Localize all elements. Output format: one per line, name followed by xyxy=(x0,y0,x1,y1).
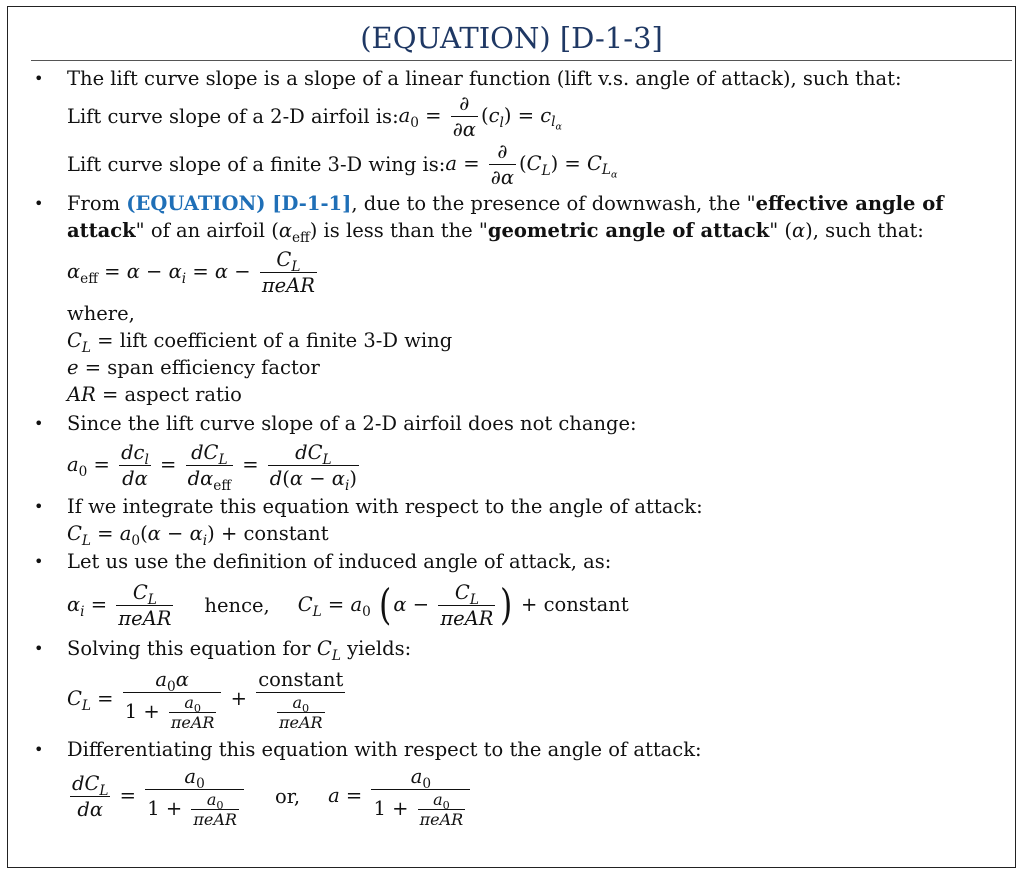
bullet-icon: • xyxy=(34,194,44,213)
effective-angle-equation: $\alpha_{eff} = \alpha - \alpha_i = \alpha$ − $\frac{C_L}{\text{πeAR}}$ xyxy=(67,247,315,297)
bullet-item-unchanged-slope xyxy=(34,410,994,493)
bullet-text: The lift curve slope is a slope of a linear function (lift v.s. angle of attack), such that: xyxy=(67,67,902,90)
wing-slope-label: Lift curve slope of a finite 3-D wing is: xyxy=(67,152,446,176)
bullet-text: If we integrate this equation with respect to the angle of attack: xyxy=(67,495,703,518)
or-label: or, xyxy=(274,784,301,808)
bullet-text: Differentiating this equation with respect to the angle of attack: xyxy=(67,738,702,761)
bullet-text: Solving this equation for $C_L$ yields: xyxy=(67,637,412,664)
effective-angle-text-line2: attack" of an airfoil $(\alpha_{eff})$ is less than the "geometric angle of attack" (α), such that: xyxy=(67,219,924,246)
bullet-item-effective-angle xyxy=(34,190,994,408)
equation-content xyxy=(34,65,994,829)
bullet-icon: • xyxy=(34,740,44,759)
equation-card xyxy=(7,6,1016,868)
airfoil-slope-line xyxy=(67,92,994,140)
wing-slope-equation: a = $\frac{\partial}{\partial\alpha}$ $(C_L) = C_{L_\alpha}$ xyxy=(445,139,618,189)
bullet-item-integrate xyxy=(34,493,994,547)
bullet-text: Let us use the definition of induced angle of attack, as: xyxy=(67,550,612,573)
bullet-text: Since the lift curve slope of a 2-D airfoil does not change: xyxy=(67,412,637,435)
induced-angle-equation: $\alpha_i$ = $\frac{C_L}{\text{πeAR}}$ hence, $C_L = a_0$ ( α − $\frac{C_L}{\text{πeAR}}$ ) + constant xyxy=(67,580,629,630)
bullet-item-lift-curve-slope xyxy=(34,65,994,188)
airfoil-slope-equation: $a_0$ = $\frac{\partial}{\partial\alpha}$ $(c_l) = c_{l_\alpha}$ xyxy=(398,91,562,141)
equation-reference-link[interactable]: (EQUATION) [D-1-1] xyxy=(126,192,352,215)
bullet-icon: • xyxy=(34,639,44,658)
bullet-icon: • xyxy=(34,414,44,433)
airfoil-slope-label: Lift curve slope of a 2-D airfoil is: xyxy=(67,104,399,128)
bullet-icon: • xyxy=(34,497,44,516)
bullet-icon: • xyxy=(34,552,44,571)
bullet-icon: • xyxy=(34,69,44,88)
wing-slope-line xyxy=(67,140,994,188)
solved-cl-equation: $C_L$ = $a_0\alpha$ 1 + $\frac{a_0}{\text{πeAR}}$ + $\frac{\text{constant}}{\frac{a_0}{\text{πeAR}}}$ xyxy=(67,667,344,732)
hence-label: hence, xyxy=(204,593,270,617)
page-title: (EQUATION) [D-1-3] xyxy=(360,21,663,55)
effective-angle-text-line1: From (EQUATION) [D-1-1], due to the presence of downwash, the "effective angle of xyxy=(67,192,944,215)
definition-e: e = span efficiency factor xyxy=(67,356,320,379)
bullet-item-induced-angle xyxy=(34,548,994,635)
definition-ar: AR = aspect ratio xyxy=(67,383,242,406)
unchanged-slope-equation: $a_0$ = $\frac{dc_l}{d\alpha}$ = $\frac{dC_L}{d\alpha_{eff}}$ = $\frac{dC_L}{d(\alpha - \alpha_i)}$ xyxy=(67,440,357,494)
integrated-equation: $C_L = a_0(\alpha - \alpha_i)$ + constant xyxy=(67,522,329,549)
bullet-item-solve-cl xyxy=(34,635,994,736)
definition-cl: $C_L$ = lift coefficient of a finite 3-D wing xyxy=(67,329,453,356)
title-divider xyxy=(31,60,1012,61)
differentiated-equation: $\frac{dC_L}{d\alpha}$ = $a_0$ 1 + $\frac{a_0}{\text{πeAR}}$ or, a = $a_0$ 1 + $\frac{a_0}{\text{πeAR}}$ xyxy=(67,763,994,829)
bullet-item-differentiate xyxy=(34,736,994,829)
where-label: where, xyxy=(67,302,135,325)
